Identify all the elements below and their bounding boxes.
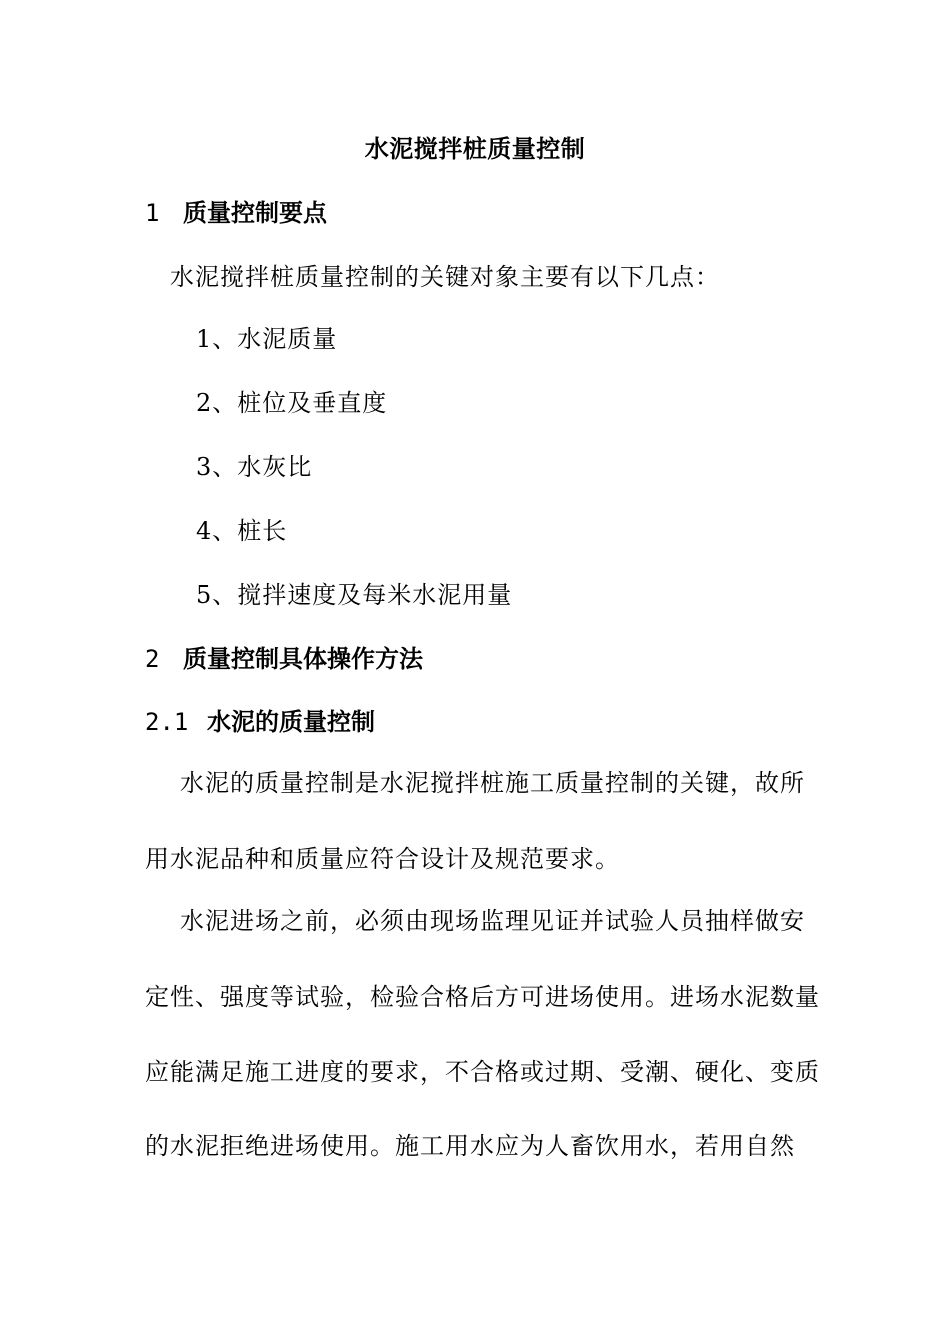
document-title: 水泥搅拌桩质量控制 (364, 135, 586, 163)
section-1-title: 质量控制要点 (183, 199, 327, 227)
section-1-heading (145, 196, 327, 230)
paragraph-1-line-1: 水泥的质量控制是水泥搅拌桩施工质量控制的关键，故所 (180, 769, 805, 797)
paragraph-2-line-4: 的水泥拒绝进场使用。施工用水应为人畜饮用水，若用自然 (145, 1132, 795, 1160)
section-1-intro: 水泥搅拌桩质量控制的关键对象主要有以下几点： (170, 263, 720, 291)
section-1-number: 1 (145, 199, 160, 227)
list-item-1: 1、水泥质量 (196, 325, 338, 353)
list-item-5: 5、搅拌速度及每米水泥用量 (196, 581, 513, 609)
section-2-1-heading (145, 705, 375, 739)
paragraph-2-line-3: 应能满足施工进度的要求，不合格或过期、受潮、硬化、变质 (145, 1058, 820, 1086)
list-item-2: 2、桩位及垂直度 (196, 389, 388, 417)
section-2-number: 2 (145, 645, 160, 673)
paragraph-2-line-2: 定性、强度等试验，检验合格后方可进场使用。进场水泥数量 (145, 983, 820, 1011)
paragraph-2-line-1: 水泥进场之前，必须由现场监理见证并试验人员抽样做安 (180, 907, 805, 935)
section-2-1-number: 2.1 (145, 708, 189, 736)
section-2-heading (145, 642, 423, 676)
list-item-4: 4、桩长 (196, 517, 288, 545)
section-2-title: 质量控制具体操作方法 (183, 645, 423, 673)
section-2-1-title: 水泥的质量控制 (207, 708, 375, 736)
list-item-3: 3、水灰比 (196, 453, 313, 481)
paragraph-1-line-2: 用水泥品种和质量应符合设计及规范要求。 (145, 845, 620, 873)
